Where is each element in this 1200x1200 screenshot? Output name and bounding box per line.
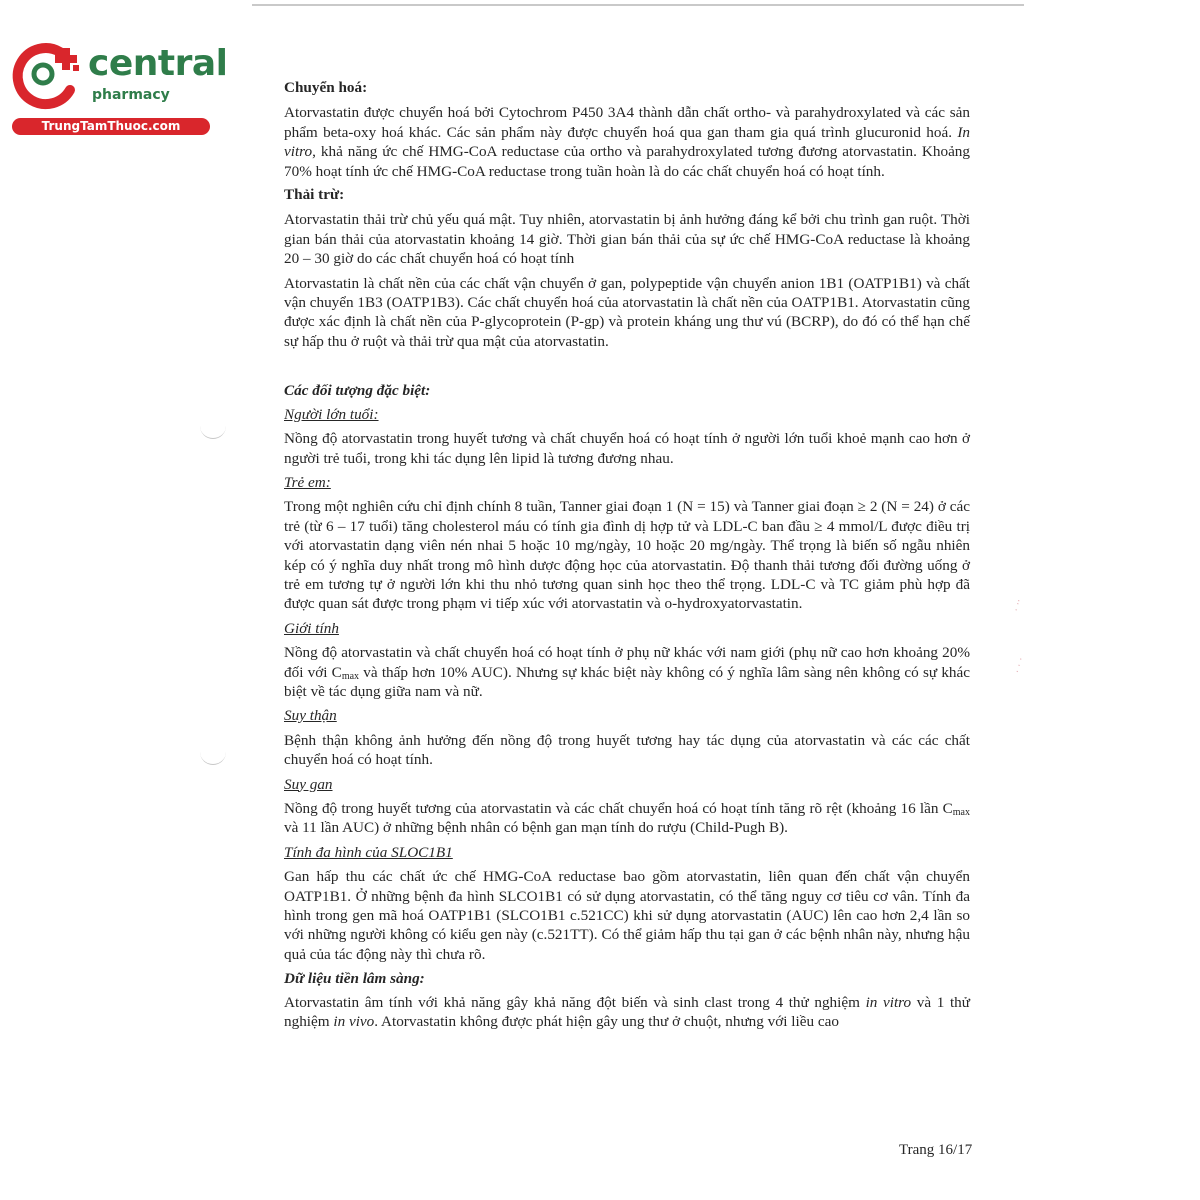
- faint-stamp-mark: · · ·: [1012, 656, 1028, 675]
- heading-chuyen-hoa: Chuyển hoá:: [284, 79, 368, 96]
- pharmacy-logo-icon: [10, 38, 90, 116]
- subheading-slco1b1: Tính đa hình của SLOC1B1: [284, 843, 453, 861]
- paragraph-suy-gan: Nồng độ trong huyết tương của atorvastatin và các chất chuyển hoá có hoạt tính tăng rõ rệt (khoảng 16 lần $C_{max}$ và 11 lần AUC) ở những bệnh nhân có bệnh gan mạn tính do rượu (Child-Pugh B).: [284, 800, 970, 837]
- subheading-tre-em: Trẻ em:: [284, 473, 331, 491]
- subheading-gioi-tinh: Giới tính: [284, 619, 339, 637]
- paragraph-slco1b1: Gan hấp thu các chất ức chế HMG-CoA reductase bao gồm atorvastatin, liên quan đến chất vận chuyển OATP1B1. Ở những bệnh đa hình SLCO1B1 có sử dụng atorvastatin, có thể tăng nguy cơ tiêu cơ vân. Tính đa hình trong gen mã hoá OATP1B1 (SLCO1B1 c.521CC) khi sử dụng atorvastatin (AUC) lên cao hơn 2,4 lần so với những người không có kiểu gen này (c.521TT). Có thể giảm hấp thu tại gan ở các bệnh nhân này, nhưng hậu quả của tác động này thì chưa rõ.: [284, 868, 970, 963]
- heading-thai-tru: Thải trừ:: [284, 186, 345, 204]
- paragraph-thai-tru-1: Atorvastatin thải trừ chủ yếu quá mật. Tuy nhiên, atorvastatin bị ảnh hưởng đáng kể bởi chu trình gan ruột. Thời gian bán thải của atorvastatin khoảng 14 giờ. Thời gian bán thải của sự ức chế HMG-CoA reductase là khoảng 20 – 30 giờ do các chất chuyển hoá có hoạt tính: [284, 211, 970, 268]
- subheading-suy-gan: Suy gan: [284, 775, 333, 793]
- punch-hole-mark: [200, 426, 226, 439]
- paragraph-du-lieu-tien-lam-sang: Atorvastatin âm tính với khả năng gây khả năng đột biến và sinh clast trong 4 thử nghiệm in vitro và 1 thử nghiệm in vivo. Atorvastatin không được phát hiện gây ung thư ở chuột, nhưng với liều cao: [284, 993, 971, 1031]
- paragraph-suy-than: Bệnh thận không ảnh hưởng đến nồng độ trong huyết tương hay tác dụng của atorvastatin và các các chất chuyển hoá có hoạt tính.: [284, 731, 970, 769]
- punch-hole-mark: [200, 752, 226, 765]
- paragraph-gioi-tinh: Nồng độ atorvastatin và chất chuyển hoá có hoạt tính ở phụ nữ khác với nam giới (phụ nữ cao hơn khoảng 20% đối với $C_{max}$ và thấp hơn 10% AUC). Nhưng sự khác biệt này không có ý nghĩa lâm sàng nên không có sự khác biệt về tác dụng giữa nam và nữ.: [284, 644, 970, 700]
- paragraph-tre-em: Trong một nghiên cứu chỉ định chính 8 tuần, Tanner giai đoạn 1 (N = 15) và Tanner giai đoạn ≥ 2 (N = 24) ở các trẻ (từ 6 – 17 tuổi) tăng cholesterol máu có tính gia đình dị hợp tử và LDL-C ban đầu ≥ 4 mmol/L được điều trị với atorvastatin dạng viên nén nhai 5 hoặc 10 mg/ngày, 10 hoặc 20 mg/ngày. Thể trọng là biến số ngẫu nhiên kép có ý nghĩa duy nhất trong mô hình dược động học của atorvastatin. Độ thanh thải tương đối đường uống ở trẻ em tương tự ở người lớn khi thu nhỏ tương quan sinh học theo thể trọng. LDL-C và TC giảm phù hợp đã được quan sát được trong phạm vi tiếp xúc với atorvastatin và o-hydroxyatorvastatin.: [284, 498, 970, 613]
- paragraph-chuyen-hoa: Atorvastatin được chuyển hoá bởi Cytochrom P450 3A4 thành dẫn chất ortho- và parahydroxylated và các sản phẩm beta-oxy hoá khác. Các sản phẩm này được chuyển hoá qua gan tham gia quá trình glucuronid hoá. In vitro, khả năng ức chế HMG-CoA reductase của ortho và parahydroxylated tương đương atorvastatin. Khoảng 70% hoạt tính ức chế HMG-CoA reductase trong tuần hoàn là do các chất chuyển hoá có hoạt tính.: [284, 104, 970, 180]
- subheading-nguoi-lon-tuoi: Người lớn tuổi:: [284, 405, 379, 423]
- page-top-edge: [252, 4, 1024, 6]
- brand-subtitle: pharmacy: [92, 87, 170, 103]
- brand-url: TrungTamThuoc.com: [12, 118, 210, 135]
- heading-doi-tuong-dac-biet: Các đối tượng đặc biệt:: [284, 382, 431, 400]
- faint-stamp-mark: · ··: [1011, 597, 1026, 614]
- document-body: [284, 78, 970, 1031]
- page-number: Trang 16/17: [899, 1142, 973, 1158]
- paragraph-thai-tru-2: Atorvastatin là chất nền của các chất vận chuyển ở gan, polypeptide vận chuyển anion 1B1 (OATP1B1) và chất vận chuyển 1B3 (OATP1B3). Các chất chuyển hoá của atorvastatin là chất nền của OATP1B1. Atorvastatin cũng được xác định là chất nền của P-glycoprotein (P-gp) và protein kháng ung thư vú (BCRP), do đó có thể hạn chế sự hấp thu ở ruột và thải trừ qua mật của atorvastatin.: [284, 274, 970, 350]
- heading-du-lieu-tien-lam-sang: Dữ liệu tiền lâm sàng:: [284, 970, 425, 988]
- subheading-suy-than: Suy thận: [284, 707, 337, 725]
- paragraph-nguoi-lon-tuoi: Nồng độ atorvastatin trong huyết tương và chất chuyển hoá có hoạt tính ở người lớn tuổi khoẻ mạnh cao hơn ở người trẻ tuổi, trong khi tác dụng lên lipid là tương đương nhau.: [284, 430, 970, 467]
- brand-name: central: [88, 43, 228, 84]
